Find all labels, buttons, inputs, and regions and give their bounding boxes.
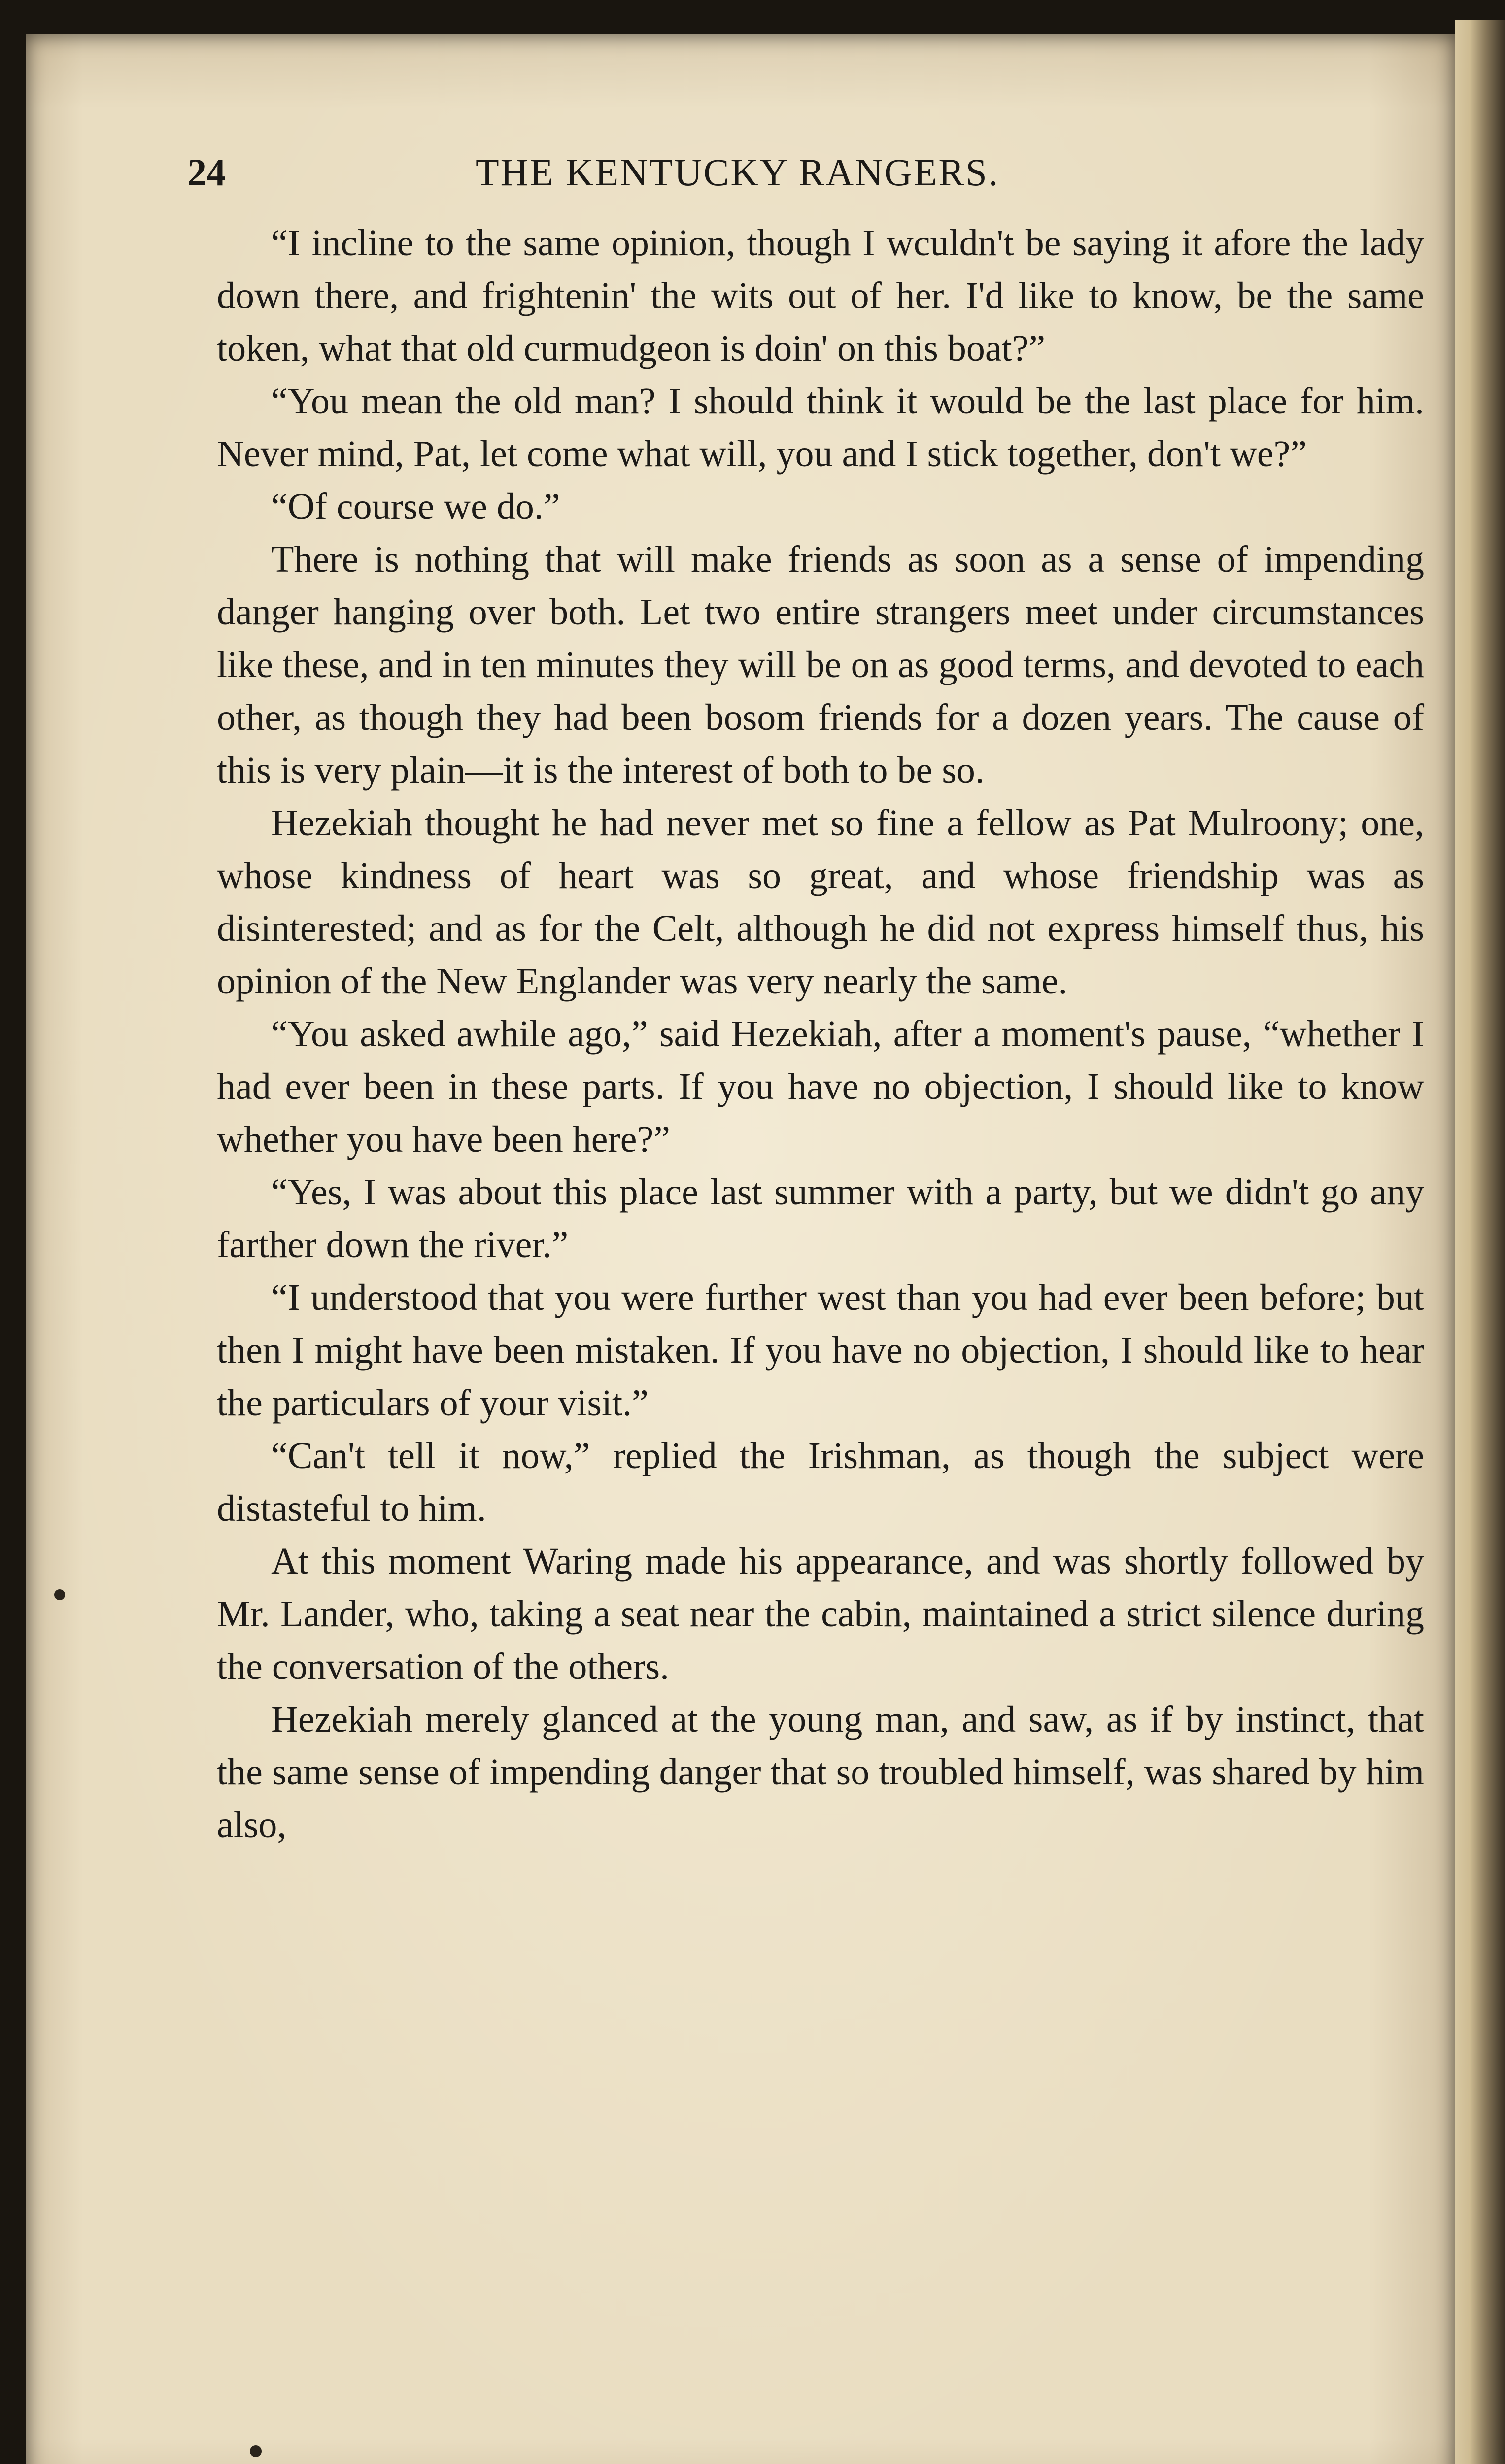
paragraph: At this moment Waring made his appearance, and was shortly followed by Mr. Lander, who, taking a seat near the cabin, maintained a strict silence during the conversation of the others.: [217, 1540, 1424, 1687]
paragraph: “I understood that you were further west than you had ever been before; but then I might have been mistaken. If you have no objection, I should like to hear the particulars of your visit.”: [217, 1277, 1424, 1424]
paragraph: Hezekiah merely glanced at the young man, and saw, as if by instinct, that the same sense of impending danger that so troubled himself, was shared by him also,: [217, 1699, 1424, 1846]
paragraph: “Can't tell it now,” replied the Irishman, as though the subject were distasteful to him.: [217, 1435, 1424, 1529]
ink-speck: [54, 1589, 65, 1600]
paragraph: “You asked awhile ago,” said Hezekiah, after a moment's pause, “whether I had ever been in these parts. If you have no objection, I should like to know whether you have been here?”: [217, 1013, 1424, 1160]
paragraph: “You mean the old man? I should think it would be the last place for him. Never mind, Pat, let come what will, you and I stick together, don't we?”: [217, 380, 1424, 475]
paragraph: There is nothing that will make friends as soon as a sense of impending danger hanging over both. Let two entire strangers meet under circumstances like these, and in ten minutes they will be on as good terms, and devoted to each other, as though they had been bosom friends for a dozen years. The cause of this is very plain—it is the interest of both to be so.: [217, 539, 1424, 791]
paragraph: Hezekiah thought he had never met so fine a fellow as Pat Mulroony; one, whose kindness of heart was so great, and whose friendship was as disinterested; and as for the Celt, although he did not express himself thus, his opinion of the New Englander was very nearly the same.: [217, 802, 1424, 1002]
page-edge: [1455, 20, 1505, 2464]
text-body: [217, 217, 1424, 1851]
ink-speck: [250, 2445, 262, 2457]
paragraph: “Yes, I was about this place last summer with a party, but we didn't go any farther down the river.”: [217, 1171, 1424, 1266]
page-number: 24: [187, 151, 226, 194]
running-head: [187, 143, 1429, 202]
paragraph: “I incline to the same opinion, though I wculdn't be saying it afore the lady down there, and frightenin' the wits out of her. I'd like to know, be the same token, what that old curmudgeon is doin' on this boat?”: [217, 222, 1424, 369]
paragraph: “Of course we do.”: [271, 486, 560, 527]
running-title: THE KENTUCKY RANGERS.: [476, 151, 1000, 194]
